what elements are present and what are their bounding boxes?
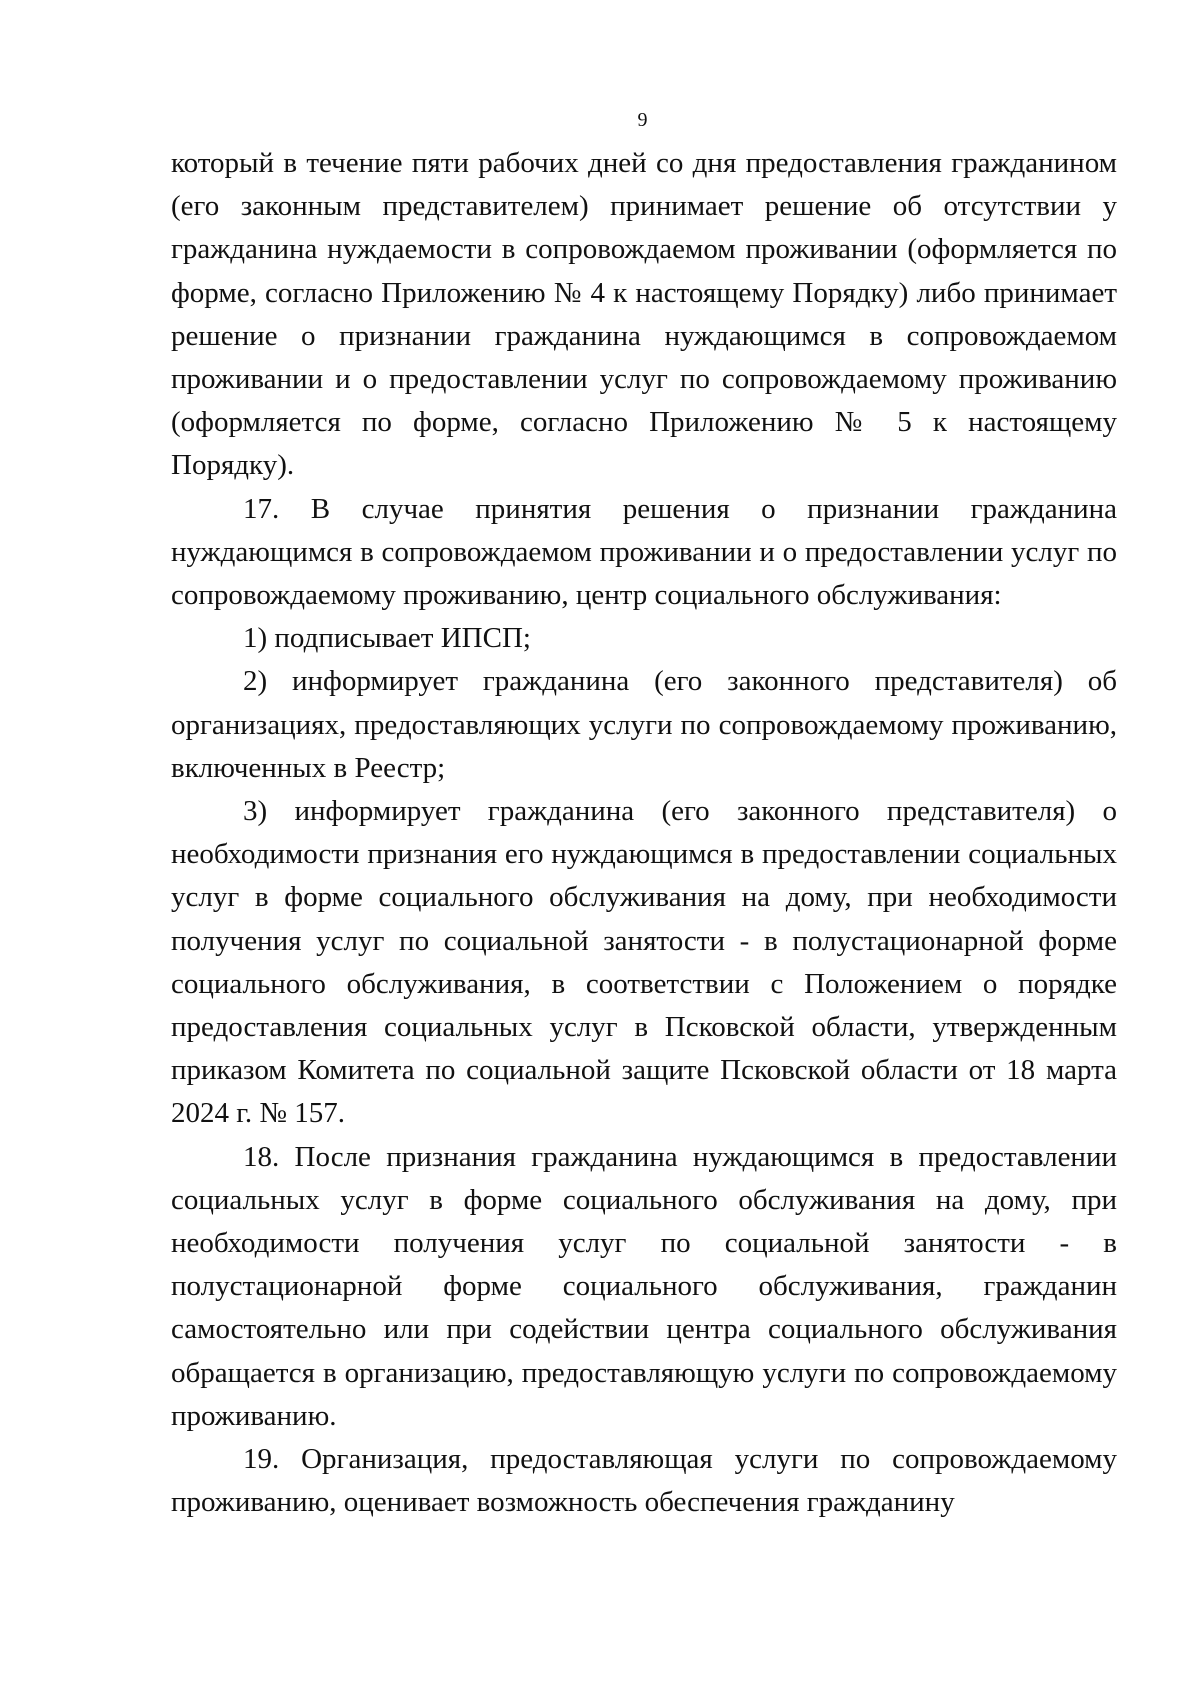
paragraph-17: 17. В случае принятия решения о признании гражданина нуждающимся в сопровождаемом проживании и о предоставлении услуг по сопровождаемому проживанию, центр социального обслуживания: — [171, 492, 1117, 612]
list-item-2: 2) информирует гражданина (его законного представителя) об организациях, предоставляющих услуги по сопровождаемому проживанию, включенных в Реестр; — [171, 665, 1117, 784]
document-body — [171, 142, 1117, 1525]
paragraph-continuation: который в течение пяти рабочих дней со дня предоставления гражданином (его законным представителем) принимает решение об отсутствии у гражданина нуждаемости в сопровождаемом проживании (оформляется по форме, согласно Приложению № 4 к настоящему Порядку) либо принимает решение о признании гражданина нуждающимся в сопровождаемом проживании и о предоставлении услуг по сопровождаемому проживанию (оформляется по форме, согласно Приложению № 5 к настоящему Порядку). — [171, 147, 1117, 482]
list-item-1: 1) подписывает ИПСП; — [243, 622, 531, 655]
list-item-3: 3) информирует гражданина (его законного представителя) о необходимости признания его нуждающимся в предоставлении социальных услуг в форме социального обслуживания на дому, при необходимости получения услуг по социальной занятости - в полустационарной форме социального обслуживания, в соответствии с Положением о порядке предоставления социальных услуг в Псковской области, утвержденным приказом Комитета по социальной защите Псковской области от 18 марта 2024 г. № 157. — [171, 795, 1117, 1130]
page-number: 9 — [637, 109, 648, 131]
paragraph-18: 18. После признания гражданина нуждающимся в предоставлении социальных услуг в форме социального обслуживания на дому, при необходимости получения услуг по социальной занятости - в полустационарной форме социального обслуживания, гражданин самостоятельно или при содействии центра социального обслуживания обращается в организацию, предоставляющую услуги по сопровождаемому проживанию. — [171, 1140, 1117, 1432]
paragraph-19: 19. Организация, предоставляющая услуги по сопровождаемому проживанию, оценивает возможность обеспечения гражданину — [171, 1443, 1117, 1519]
